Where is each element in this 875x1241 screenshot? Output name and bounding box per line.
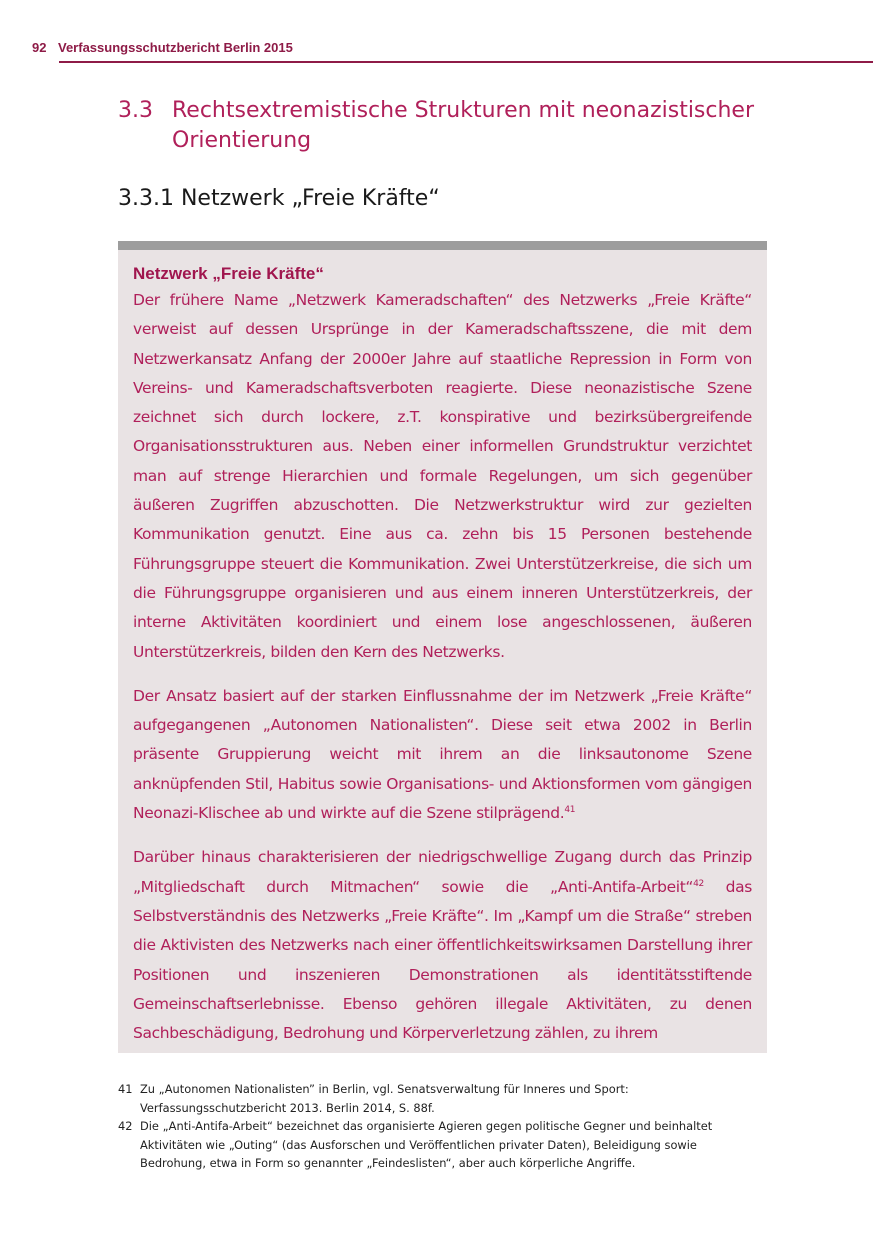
infobox-title: Netzwerk „Freie Kräfte“ — [133, 264, 324, 283]
infobox — [118, 250, 767, 1053]
section-heading — [118, 96, 778, 156]
section-number: 3.3 — [118, 98, 153, 123]
header-rule — [59, 61, 873, 63]
paragraph-text: Darüber hinaus charakterisieren der niedrigschwellige Zugang durch das Prinzip „Mitgliedschaft durch Mitmachen“ sowie die „Anti-Antifa-Arbeit“ — [133, 848, 752, 896]
paragraph-text: Der frühere Name „Netzwerk Kameradschaften“ des Netzwerks „Freie Kräfte“ verweist auf dessen Ursprünge in der Kameradschaftsszene, die mit dem Netzwerkansatz Anfang der 2000er Jahre auf staatliche Repression in Form von Vereins- und Kameradschaftsverboten reagierte. Diese neonazistische Szene zeichnet sich durch lockere, z.T. konspirative und bezirksübergreifende Organisationsstrukturen aus. Neben einer informellen Grundstruktur verzichtet man auf strenge Hierarchien und formale Regelungen, um sich gegenüber äußeren Zugriffen abzuschotten. Die Netzwerkstruktur wird zur gezielten Kommunikation genutzt. Eine aus ca. zehn bis 15 Personen bestehende Führungsgruppe steuert die Kommunikation. Zwei Unterstützerkreise, die sich um die Führungsgruppe organisieren und aus einem inneren Unterstützerkreis, der interne Aktivitäten koordiniert und einem lose angeschlossenen, äußeren Unterstützerkreis, bilden den Kern des Netzwerks. — [133, 291, 752, 661]
infobox-paragraph — [133, 682, 752, 828]
subsection-heading: 3.3.1 Netzwerk „Freie Kräfte“ — [118, 186, 440, 211]
infobox-top-bar — [118, 241, 767, 250]
infobox-paragraph — [133, 286, 752, 667]
section-title: Rechtsextremistische Strukturen mit neonazistischer Orientierung — [172, 98, 755, 153]
footnote — [118, 1080, 758, 1117]
footnote-ref[interactable]: 41 — [564, 804, 576, 815]
paragraph-text: das Selbstverständnis des Netzwerks „Freie Kräfte“. Im „Kampf um die Straße“ streben die Aktivisten des Netzwerks nach einer öffentlichkeitswirksamen Darstellung ihrer Positionen und inszenieren Demonstrationen als identitätsstiftende Gemeinschaftserlebnisse. Ebenso gehören illegale Aktivitäten, zu denen Sachbeschädigung, Bedrohung und Körperverletzung zählen, zu ihrem — [133, 877, 752, 1043]
running-head-title: Verfassungsschutzbericht Berlin 2015 — [58, 40, 293, 55]
running-head — [32, 40, 873, 55]
footnote-ref[interactable]: 42 — [693, 878, 704, 889]
footnote-number: 41 — [118, 1082, 133, 1096]
footnote-text: Die „Anti-Antifa-Arbeit“ bezeichnet das organisierte Agieren gegen politische Gegner und beinhaltet Aktivitäten wie „Outing“ (das Ausforschen und Veröffentlichen privater Daten), Beleidigung sowie Bedrohung, etwa in Form so genannter „Feindeslisten“, aber auch körperliche Angriffe. — [140, 1119, 713, 1171]
infobox-paragraph — [133, 843, 752, 1048]
footnotes — [118, 1080, 758, 1173]
footnote-text: Zu „Autonomen Nationalisten” in Berlin, vgl. Senatsverwaltung für Inneres und Sport: Verfassungsschutzbericht 2013. Berlin 2014, S. 88f. — [140, 1082, 629, 1115]
footnote-number: 42 — [118, 1119, 133, 1134]
paragraph-text: Der Ansatz basiert auf der starken Einflussnahme der im Netzwerk „Freie Kräfte“ aufgegangenen „Autonomen Nationalisten“. Diese seit etwa 2002 in Berlin präsente Gruppierung weicht mit ihrem an die linksautonome Szene anknüpfenden Stil, Habitus sowie Organisations- und Aktionsformen vom gängigen Neonazi-Klischee ab und wirkte auf die Szene stilprägend. — [133, 686, 752, 823]
page-number: 92 — [32, 40, 47, 55]
footnote — [118, 1117, 758, 1173]
